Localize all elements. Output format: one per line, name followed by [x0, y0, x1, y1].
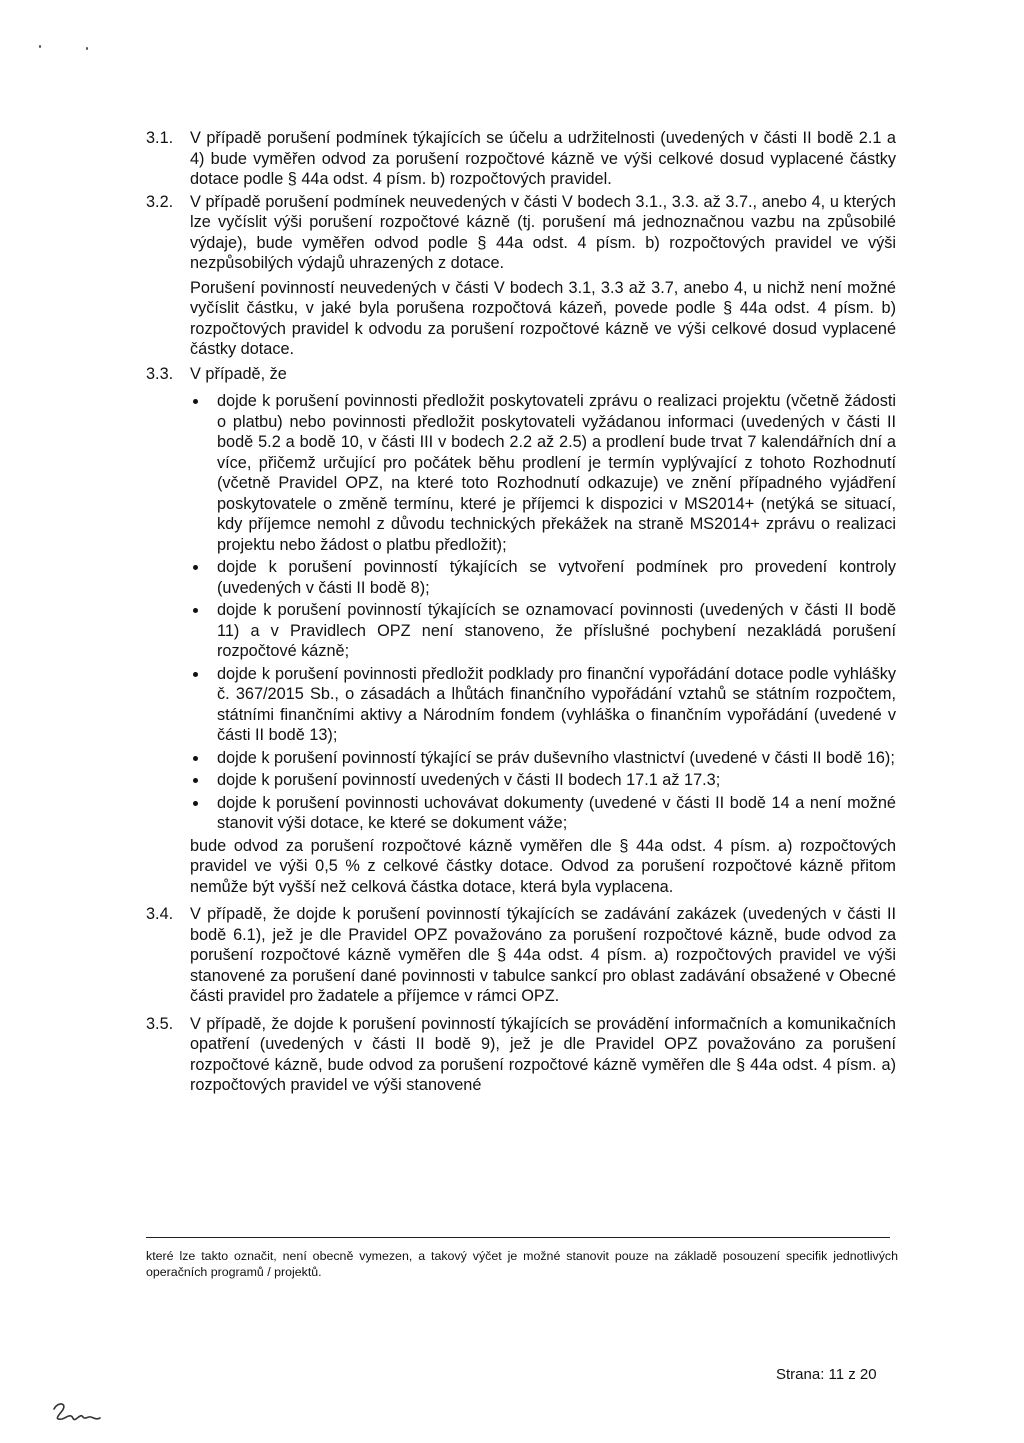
scan-speck [39, 45, 41, 48]
section-number: 3.1. [146, 129, 174, 147]
list-item [190, 391, 896, 555]
section-3-4 [146, 904, 896, 1007]
section-3-1 [146, 128, 896, 190]
section-paragraph: V případě porušení podmínek neuvedených v části V bodech 3.1., 3.3. až 3.7., anebo 4, u kterých lze vyčíslit výši porušení rozpočtové kázně (tj. porušení má jednoznačnou vazbu na způsobilé výdaje), bude vyměřen odvod podle § 44a odst. 4 písm. b) rozpočtových pravidel ve výši nezpůsobilých výdajů uhrazených z dotace. [190, 192, 896, 272]
section-3-2 [146, 192, 896, 360]
list-item [190, 748, 896, 769]
list-item [190, 793, 896, 834]
page-number: Strana: 11 z 20 [776, 1366, 877, 1383]
section-paragraph: V případě, že dojde k porušení povinností týkajících se zadávání zakázek (uvedených v části II bodě 6.1), jež je dle Pravidel OPZ považováno za porušení rozpočtové kázně, bude odvod za porušení rozpočtové kázně vyměřen dle § 44a odst. 4 písm. a) rozpočtových pravidel ve výši stanovené za porušení dané povinnosti v tabulce sankcí pro oblast zadávání obsažené v Obecné části pravidel pro žadatele a příjemce v rámci OPZ. [190, 905, 896, 1005]
bullet-icon [193, 399, 198, 404]
list-item [190, 600, 896, 662]
list-item-text: dojde k porušení povinností uvedených v části II bodech 17.1 až 17.3; [217, 771, 721, 789]
list-item [190, 557, 896, 598]
section-number: 3.4. [146, 905, 174, 923]
list-item [190, 664, 896, 746]
section-number: 3.2. [146, 192, 174, 211]
list-item [190, 770, 896, 791]
list-item-text: dojde k porušení povinnosti předložit poskytovateli zprávu o realizaci projektu (včetně žádosti o platbu) nebo povinnosti předložit poskytovateli vyžádanou informaci (uvedených v části II bodě 5.2 a bodě 10, v části III v bodech 2.2 až 2.5) a prodlení bude trvat 7 kalendářních dní a více, přičemž určující pro počátek běhu prodlení je termín vyplývající z tohoto Rozhodnutí (včetně Pravidel OPZ, na které toto Rozhodnutí odkazuje) ve znění případného vyjádření poskytovatele o změně termínu, které je příjemci k dispozici v MS2014+ (netýká se situací, kdy příjemce nemohl z důvodu technických překážek na straně MS2014+ zprávu o realizaci projektu nebo žádost o platbu předložit); [217, 392, 896, 554]
bullet-icon [193, 778, 198, 783]
list-item-text: dojde k porušení povinnosti předložit podklady pro finanční vypořádání dotace podle vyhlášky č. 367/2015 Sb., o zásadách a lhůtách finančního vypořádání vztahů se státním rozpočtem, státními finančními aktivy a Národním fondem (vyhláška o finančním vypořádání (uvedené v části II bodě 13); [217, 664, 896, 744]
section-paragraph: V případě porušení podmínek týkajících se účelu a udržitelnosti (uvedených v části II bodě 2.1 a 4) bude vyměřen odvod za porušení rozpočtové kázně ve výši celkové dosud vyplacené částky dotace podle § 44a odst. 4 písm. b) rozpočtových pravidel. [190, 129, 896, 188]
document-body [146, 128, 896, 1096]
section-3-5 [146, 1014, 896, 1096]
bullet-icon [193, 608, 198, 613]
section-paragraph: V případě, že dojde k porušení povinností týkajících se provádění informačních a komunikačních opatření (uvedených v části II bodě 9), jež je dle Pravidel OPZ považováno za porušení rozpočtové kázně, bude odvod za porušení rozpočtové kázně vyměřen dle § 44a odst. 4 písm. a) rozpočtových pravidel ve výši stanovené [190, 1014, 896, 1094]
footnote-text: které lze takto označit, není obecně vymezen, a takový výčet je možné stanovit pouze na základě posouzení specifik jednotlivých operačních programů / projektů. [146, 1249, 898, 1279]
section-3-3 [146, 364, 896, 898]
section-intro: V případě, že [190, 364, 287, 383]
bullet-icon [193, 756, 198, 761]
condition-list [190, 391, 896, 834]
list-item-text: dojde k porušení povinnosti uchovávat dokumenty (uvedené v části II bodě 14 a není možné stanovit výši dotace, ke které se dokument váže; [217, 793, 896, 832]
section-number: 3.5. [146, 1014, 174, 1033]
list-item-text: dojde k porušení povinností týkajících se oznamovací povinnosti (uvedených v části II bodě 11) a v Pravidlech OPZ není stanoveno, že příslušné pochybení nezakládá porušení rozpočtové kázně; [217, 601, 896, 660]
scan-speck [86, 47, 88, 50]
list-item-text: dojde k porušení povinností týkající se práv duševního vlastnictví (uvedené v části II bodě 16); [217, 748, 895, 767]
bullet-icon [193, 801, 198, 806]
handwritten-initials [48, 1395, 108, 1427]
list-item-text: dojde k porušení povinností týkajících se vytvoření podmínek pro provedení kontroly (uvedených v části II bodě 8); [217, 558, 896, 597]
footnote-divider [146, 1237, 890, 1238]
section-paragraph: Porušení povinností neuvedených v části V bodech 3.1, 3.3 až 3.7, anebo 4, u nichž není možné vyčíslit částku, v jaké byla porušena rozpočtová kázeň, povede podle § 44a odst. 4 písm. b) rozpočtových pravidel k odvodu za porušení rozpočtové kázně ve výši celkové dosud vyplacené částky dotace. [190, 278, 896, 358]
bullet-icon [193, 672, 198, 677]
bullet-icon [193, 565, 198, 570]
section-number: 3.3. [146, 364, 174, 383]
section-outro: bude odvod za porušení rozpočtové kázně vyměřen dle § 44a odst. 4 písm. a) rozpočtových pravidel ve výši 0,5 % z celkové částky dotace. Odvod za porušení rozpočtové kázně přitom nemůže být vyšší než celková částka dotace, která byla vyplacena. [190, 836, 896, 896]
